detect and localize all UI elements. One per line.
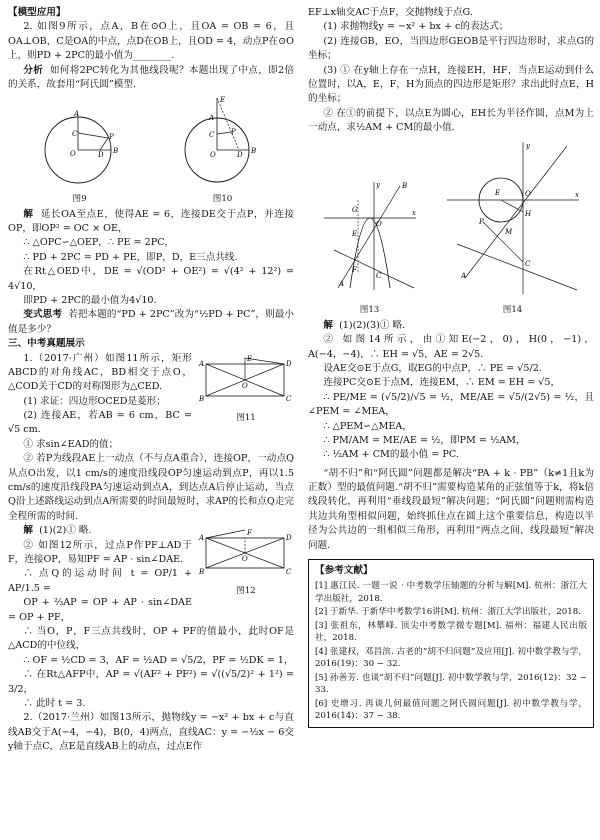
solution-3-line-2: ② 如图14所示，由①知E(−2，0)，H(0，−1)，A(−4，−4)，∴ EH = √5，AE = 2√5. — [308, 334, 594, 360]
figure-row-13-14 — [308, 138, 594, 317]
svg-text:x: x — [411, 208, 416, 217]
solution-3-label: 解 — [323, 319, 333, 331]
svg-text:E: E — [351, 229, 357, 238]
reference-6: [6] 史增习. 再谈几何最值问题之阿氏圆问题[J]. 初中数学教与学，2016(14)：37 − 38. — [315, 698, 587, 721]
svg-text:P: P — [230, 128, 236, 137]
solution-2-line-8: ∴ 此时 t = 3. — [23, 697, 86, 709]
svg-text:F: F — [247, 529, 252, 538]
svg-text:E: E — [494, 188, 500, 197]
svg-text:A: A — [199, 534, 205, 543]
figure-10-caption: 图10 — [212, 193, 233, 204]
solution-3-paragraph — [308, 319, 594, 333]
figure-11 — [198, 354, 294, 425]
svg-text:P: P — [478, 217, 484, 226]
svg-text:B: B — [199, 394, 205, 403]
solution-line-5: 即PD + 2PC的最小值为4√10. — [23, 294, 157, 306]
figure-13-diagram — [320, 178, 420, 298]
solution-line-3: ∴ PD + 2PC = PD + PE，即P，D，E三点共线. — [23, 251, 238, 263]
solution-2-label: 解 — [23, 525, 33, 537]
svg-text:O: O — [524, 189, 531, 198]
figure-13 — [320, 178, 420, 317]
solution-paragraph — [8, 208, 294, 237]
svg-text:C: C — [286, 568, 292, 577]
svg-text:M: M — [504, 227, 512, 236]
figure-12-caption: 图12 — [236, 585, 256, 596]
svg-text:D: D — [97, 151, 104, 160]
svg-text:O: O — [242, 555, 248, 564]
svg-text:D: D — [286, 534, 292, 543]
figure-11-diagram — [198, 354, 294, 406]
solution-3-line-8: ∴ ½AM + CM的最小值 = PC. — [323, 449, 459, 461]
svg-text:O: O — [69, 150, 76, 159]
svg-text:B: B — [401, 181, 407, 190]
exam-1-part-1: (1) 求证：四边形OCED是菱形； — [23, 395, 166, 407]
svg-text:E: E — [247, 354, 253, 363]
exam-2-part-2: (2) 连接GB，EO，当四边形GEOB是平行四边形时，求点G的坐标； — [308, 35, 594, 62]
solution-3-line-5: ∴ PE/ME = (√5/2)/√5 = ½，ME/AE = √5/(2√5) = ½，且∠PEM = ∠MEA， — [308, 391, 594, 418]
svg-text:x: x — [574, 190, 579, 199]
variant-paragraph — [8, 308, 294, 337]
figure-9-diagram — [30, 108, 130, 186]
analysis-text: 如何将2PC转化为其他线段呢？本题出现了中点，即2倍的关系，故套用“阿氏圆”模型. — [8, 64, 294, 90]
solution-2-line-4: OP + ⅔AP = OP + AP · sin∠DAE = OP + PF， — [8, 597, 192, 623]
solution-2-line-2: ② 如图12所示，过点P作PF⊥AD于F，连接OP，易知PF = AP · sin∠DAE. — [8, 539, 192, 565]
svg-text:y: y — [525, 141, 530, 150]
svg-text:C: C — [71, 130, 77, 139]
solution-2-line-3: ∴ 点Q的运动时间 t = OP/1 + AP/1.5 = — [8, 568, 192, 594]
solution-line-1: 延长OA至点E，使得AE = 6，连接DE交于点P，并连接OP，即OP² = OC × OE， — [8, 208, 294, 235]
svg-text:G: G — [351, 205, 358, 214]
section-heading-model: 【模型应用】 — [8, 7, 66, 18]
figure-row-9-10 — [8, 94, 294, 205]
problem-exam-2-continuation: EF⊥x轴交AC于点F，交抛物线于点G. — [308, 7, 473, 18]
svg-text:C: C — [375, 271, 381, 280]
analysis-paragraph — [8, 64, 294, 93]
svg-text:B: B — [199, 568, 205, 577]
svg-text:B: B — [250, 147, 256, 156]
svg-text:B: B — [112, 147, 118, 156]
svg-text:A: A — [199, 359, 205, 368]
figure-9 — [30, 108, 130, 205]
exam-2-part-3-2: ② 在①的前提下，以点E为圆心，EH长为半径作圆，点M为上一动点，求½AM + CM的最小值. — [308, 107, 594, 134]
figure-10-diagram — [173, 94, 273, 186]
svg-text:C: C — [286, 394, 292, 403]
svg-text:A: A — [460, 271, 466, 280]
svg-text:D: D — [236, 151, 243, 160]
solution-2-line-5: ∴ 当O，P，F三点共线时，OP + PF的值最小，此时OF是△ACD的中位线， — [8, 625, 294, 652]
svg-text:E: E — [219, 96, 225, 105]
solution-label: 解 — [23, 208, 34, 220]
figure-12-diagram — [198, 526, 294, 578]
svg-text:F: F — [351, 265, 357, 274]
exam-1-part-2-2: ② 若P为线段AE上一动点（不与点A重合），连接OP，一动点Q从点O出发，以1 cm/s的速度沿线段OP匀速运动到点P，再以1.5 cm/s的速度沿线段PA匀速运动到点A，到达点A后停止运动，当点Q沿上述路线运动到点A所需要的时间最短时，求AP的长和点Q走完全程所需的时间. — [8, 453, 294, 522]
svg-text:C: C — [208, 131, 214, 140]
references-box — [308, 559, 594, 728]
exam-2-part-3-1: (3) ① 在y轴上存在一点H，连接EH，HF，当点E运动到什么位置时，以A，E，F，H为顶点的四边形是矩形？求出此时点E，H的坐标； — [308, 64, 594, 105]
figure-9-caption: 图9 — [72, 193, 87, 204]
solution-2-line-7: ∴ 在Rt△AFP中，AP = √(AF² + PF²) = √((√5/2)² + 1²) = 3/2， — [8, 669, 294, 695]
problem-exam-1-text: 1.（2017·广州）如图11所示，矩形ABCD的对角线AC，BD相交于点O，△COD关于CD的对称图形为△CED. — [8, 352, 192, 393]
figure-10 — [173, 94, 273, 205]
figure-14-caption: 图14 — [502, 304, 523, 315]
solution-3-line-4: 连接PC交⊙E于点M，连接EM，∴ EM = EH = √5， — [323, 377, 561, 389]
figure-11-caption: 图11 — [236, 412, 256, 423]
variant-text: 若把本题的“PD + 2PC”改为“½PD + PC”，则最小值是多少？ — [8, 309, 294, 335]
figure-14-diagram — [443, 138, 583, 298]
svg-text:D: D — [286, 359, 292, 368]
problem-2-text: 2. 如图9所示，点A，B在⊙O上，且OA = OB = 6，且OA⊥OB，C是OA的中点，点D在OB上，且OD = 4，动点P在⊙O上，则PD + 2PC的最小值为________. — [8, 21, 294, 62]
figure-14 — [443, 138, 583, 317]
reference-3: [3] 张祖东，林攀峰. 顶尖中考数学微专题[M]. 福州：福建人民出版社，2018. — [315, 620, 587, 644]
svg-text:y: y — [375, 180, 380, 189]
reference-4: [4] 张建权，邓昌滨. 古老的“胡不归问题”及应用[J]. 初中数学教与学，2016(19)：30 − 32. — [315, 646, 587, 670]
solution-3-line-1: (1)(2)(3)① 略. — [339, 319, 406, 331]
solution-3-line-6: ∴ △PEM∽△MEA， — [323, 420, 412, 432]
reference-5: [5] 孙善芳. 也谈“胡不归”问题[J]. 初中数学教与学，2016(12)：32 − 33. — [315, 672, 587, 696]
solution-3-line-3: 设AE交⊙E于点G，取EG的中点P，∴ PE = √5/2. — [323, 362, 542, 374]
solution-line-2: ∴ △OPC∽△OEP，∴ PE = 2PC， — [23, 237, 175, 249]
left-column — [8, 6, 294, 754]
svg-text:P: P — [108, 133, 114, 142]
problem-exam-2-text: 2.（2017·兰州）如图13所示，抛物线y = −x² + bx + c与直线AB交于A(−4，−4)，B(0，4)两点，直线AC：y = −½x − 6交y轴于点C，点E是直线AB上的动点，过点E作 — [8, 712, 294, 753]
references-title: 【参考文献】 — [315, 565, 373, 577]
reference-2: [2] 于新华. 于新华中考数学16讲[M]. 杭州：浙江大学出版社，2018. — [315, 607, 581, 618]
svg-text:O: O — [209, 151, 216, 160]
variant-label: 变式思考 — [23, 309, 62, 321]
solution-3-line-7: ∴ PM/AM = ME/AE = ½，即PM = ½AM， — [323, 434, 526, 446]
reference-1: [1] 惠江民. 一题一说 · 中考数学压轴题的分析与解[M]. 杭州：浙江大学出版社，2018. — [315, 581, 587, 604]
svg-text:A: A — [208, 114, 214, 123]
exam-2-part-1: (1) 求抛物线y = −x² + bx + c的表达式； — [323, 21, 509, 33]
right-column — [308, 6, 594, 728]
solution-2-line-6: ∴ OF = ½CD = 3，AF = ½AD = √5/2，PF = ½DK = 1， — [23, 654, 294, 666]
solution-line-4: 在Rt△OED中，DE = √(OD² + OE²) = √(4² + 12²) = 4√10， — [8, 266, 294, 292]
summary-paragraph: “胡不归”和“阿氏圆”问题都是解决“PA + k · PB”（k≠1且k为正数）型的最值问题.“胡不归”需要构造某角的正弦值等于k，将k倍线段转化，再利用“垂线段最短”解决问题；“阿氏圆”问题则需构造共边共角型相似问题，始终抓住点在圆上这个重要信息，构造以半径为公共边的一组相似三角形，再利用“两点之间，线段最短”解决问题. — [308, 467, 594, 551]
svg-text:O: O — [242, 381, 248, 390]
svg-text:H: H — [524, 209, 531, 218]
exam-1-part-2: (2) 连接AE，若AB = 6 cm，BC = √5 cm. — [8, 410, 192, 436]
section-heading-exam: 三、中考真题展示 — [8, 338, 85, 350]
figure-13-caption: 图13 — [359, 304, 380, 315]
exam-1-part-2-1: ① 求sin∠EAD的值； — [23, 438, 119, 450]
svg-text:A: A — [338, 279, 344, 288]
figure-12 — [198, 526, 294, 597]
svg-text:O: O — [375, 219, 382, 228]
analysis-label: 分析 — [23, 64, 44, 76]
svg-text:C: C — [524, 259, 530, 268]
svg-text:A: A — [73, 110, 79, 119]
solution-2-line-1: (1)(2)① 略. — [39, 525, 92, 537]
